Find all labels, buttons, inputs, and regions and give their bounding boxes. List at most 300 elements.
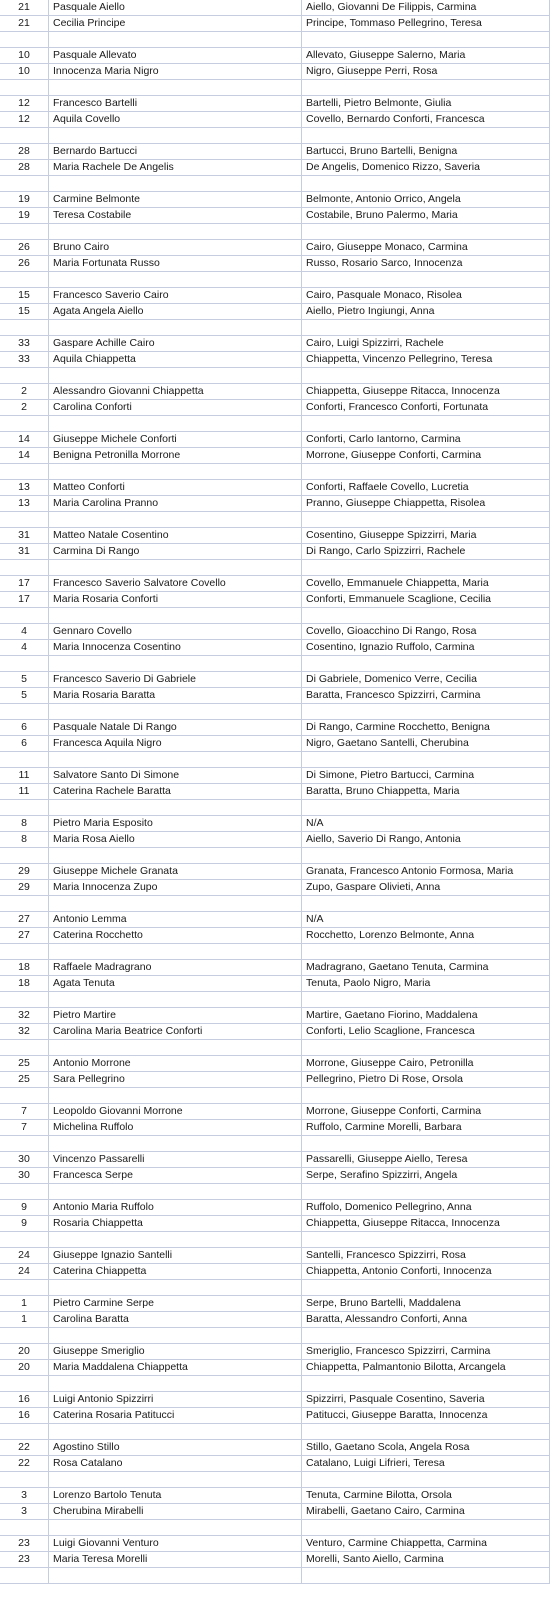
parents-cell[interactable]: Spizzirri, Pasquale Cosentino, Saveria xyxy=(302,1392,550,1407)
couple-number-cell[interactable] xyxy=(0,224,49,239)
parents-cell[interactable]: Chiappetta, Giuseppe Ritacca, Innocenza xyxy=(302,1216,550,1231)
couple-number-cell[interactable] xyxy=(0,176,49,191)
parents-cell[interactable]: Cairo, Luigi Spizzirri, Rachele xyxy=(302,336,550,351)
couple-number-cell[interactable]: 17 xyxy=(0,576,49,591)
parents-cell[interactable]: Aiello, Pietro Ingiungi, Anna xyxy=(302,304,550,319)
couple-number-cell[interactable]: 17 xyxy=(0,592,49,607)
couple-number-cell[interactable]: 24 xyxy=(0,1264,49,1279)
parents-cell[interactable]: Zupo, Gaspare Olivieti, Anna xyxy=(302,880,550,895)
couple-number-cell[interactable]: 10 xyxy=(0,64,49,79)
spouse-name-cell[interactable] xyxy=(49,272,302,287)
spacer-row xyxy=(0,848,550,864)
spouse-name-cell[interactable]: Francesca Aquila Nigro xyxy=(49,736,302,751)
spouse-name-cell[interactable] xyxy=(49,944,302,959)
spouse-name-cell[interactable]: Caterina Rosaria Patitucci xyxy=(49,1408,302,1423)
parents-cell[interactable] xyxy=(302,656,550,671)
spouse-name-cell[interactable]: Francesco Bartelli xyxy=(49,96,302,111)
couple-number-cell[interactable]: 28 xyxy=(0,144,49,159)
parents-cell[interactable]: De Angelis, Domenico Rizzo, Saveria xyxy=(302,160,550,175)
spouse-name-cell[interactable]: Francesco Saverio Di Gabriele xyxy=(49,672,302,687)
parents-cell[interactable] xyxy=(302,1328,550,1343)
spouse-name-cell[interactable]: Caterina Rachele Baratta xyxy=(49,784,302,799)
spouse-name-cell[interactable]: Pietro Martire xyxy=(49,1008,302,1023)
spouse-name-cell[interactable]: Antonio Maria Ruffolo xyxy=(49,1200,302,1215)
spouse-name-cell[interactable]: Pasquale Natale Di Rango xyxy=(49,720,302,735)
couple-number-cell[interactable]: 4 xyxy=(0,640,49,655)
parents-cell[interactable] xyxy=(302,896,550,911)
spouse-name-cell[interactable] xyxy=(49,896,302,911)
spouse-name-cell[interactable]: Alessandro Giovanni Chiappetta xyxy=(49,384,302,399)
spouse-name-cell[interactable] xyxy=(49,704,302,719)
parents-cell[interactable]: Di Gabriele, Domenico Verre, Cecilia xyxy=(302,672,550,687)
couple-number-cell[interactable] xyxy=(0,704,49,719)
couple-number-cell[interactable] xyxy=(0,1568,49,1583)
parents-cell[interactable]: Morrone, Giuseppe Conforti, Carmina xyxy=(302,1104,550,1119)
couple-number-cell[interactable]: 23 xyxy=(0,1552,49,1567)
parents-cell[interactable]: Granata, Francesco Antonio Formosa, Maria xyxy=(302,864,550,879)
couple-number-cell[interactable] xyxy=(0,1472,49,1487)
spouse-name-cell[interactable]: Bernardo Bartucci xyxy=(49,144,302,159)
parents-cell[interactable] xyxy=(302,464,550,479)
spouse-name-cell[interactable]: Rosa Catalano xyxy=(49,1456,302,1471)
couple-number-cell[interactable] xyxy=(0,1520,49,1535)
spouse-name-cell[interactable] xyxy=(49,80,302,95)
spouse-name-cell[interactable]: Antonio Lemma xyxy=(49,912,302,927)
spouse-name-cell[interactable]: Maria Carolina Pranno xyxy=(49,496,302,511)
spouse-name-cell[interactable]: Michelina Ruffolo xyxy=(49,1120,302,1135)
couple-number-cell[interactable] xyxy=(0,1040,49,1055)
couple-number-cell[interactable]: 21 xyxy=(0,16,49,31)
spouse-name-cell[interactable] xyxy=(49,320,302,335)
parents-cell[interactable]: Chiappetta, Antonio Conforti, Innocenza xyxy=(302,1264,550,1279)
couple-number-cell[interactable]: 15 xyxy=(0,288,49,303)
parents-cell[interactable] xyxy=(302,944,550,959)
couple-number-cell[interactable]: 33 xyxy=(0,336,49,351)
spouse-name-cell[interactable] xyxy=(49,1088,302,1103)
couple-number-cell[interactable]: 2 xyxy=(0,384,49,399)
spouse-name-cell[interactable]: Caterina Chiappetta xyxy=(49,1264,302,1279)
parents-cell[interactable]: Smeriglio, Francesco Spizzirri, Carmina xyxy=(302,1344,550,1359)
spouse-name-cell[interactable]: Aquila Covello xyxy=(49,112,302,127)
parents-cell[interactable] xyxy=(302,608,550,623)
parents-cell[interactable]: Cairo, Pasquale Monaco, Risolea xyxy=(302,288,550,303)
table-row xyxy=(0,1296,550,1312)
couple-number-cell[interactable] xyxy=(0,944,49,959)
spouse-name-cell[interactable]: Salvatore Santo Di Simone xyxy=(49,768,302,783)
spouse-name-cell[interactable] xyxy=(49,32,302,47)
parents-cell[interactable]: Santelli, Francesco Spizzirri, Rosa xyxy=(302,1248,550,1263)
couple-number-cell[interactable]: 11 xyxy=(0,768,49,783)
couple-number-cell[interactable]: 26 xyxy=(0,256,49,271)
parents-cell[interactable]: Catalano, Luigi Lifrieri, Teresa xyxy=(302,1456,550,1471)
spouse-name-cell[interactable]: Maria Innocenza Cosentino xyxy=(49,640,302,655)
couple-number-cell[interactable]: 18 xyxy=(0,960,49,975)
parents-cell[interactable] xyxy=(302,848,550,863)
parents-cell[interactable]: Principe, Tommaso Pellegrino, Teresa xyxy=(302,16,550,31)
parents-cell[interactable]: Nigro, Gaetano Santelli, Cherubina xyxy=(302,736,550,751)
couple-number-cell[interactable] xyxy=(0,1376,49,1391)
spouse-name-cell[interactable]: Pietro Carmine Serpe xyxy=(49,1296,302,1311)
parents-cell[interactable] xyxy=(302,32,550,47)
couple-number-cell[interactable] xyxy=(0,1424,49,1439)
spouse-name-cell[interactable]: Antonio Morrone xyxy=(49,1056,302,1071)
parents-cell[interactable]: Nigro, Giuseppe Perri, Rosa xyxy=(302,64,550,79)
spouse-name-cell[interactable] xyxy=(49,1328,302,1343)
spouse-name-cell[interactable] xyxy=(49,464,302,479)
spouse-name-cell[interactable]: Maria Rosa Aiello xyxy=(49,832,302,847)
couple-number-cell[interactable]: 13 xyxy=(0,480,49,495)
couple-number-cell[interactable]: 10 xyxy=(0,48,49,63)
spouse-name-cell[interactable]: Carmina Di Rango xyxy=(49,544,302,559)
spouse-name-cell[interactable]: Luigi Giovanni Venturo xyxy=(49,1536,302,1551)
couple-number-cell[interactable] xyxy=(0,1136,49,1151)
couple-number-cell[interactable] xyxy=(0,272,49,287)
spouse-name-cell[interactable] xyxy=(49,368,302,383)
spouse-name-cell[interactable]: Carolina Conforti xyxy=(49,400,302,415)
spouse-name-cell[interactable]: Innocenza Maria Nigro xyxy=(49,64,302,79)
spouse-name-cell[interactable] xyxy=(49,512,302,527)
parents-cell[interactable]: Martire, Gaetano Fiorino, Maddalena xyxy=(302,1008,550,1023)
parents-cell[interactable] xyxy=(302,1376,550,1391)
parents-cell[interactable] xyxy=(302,1424,550,1439)
parents-cell[interactable]: Bartucci, Bruno Bartelli, Benigna xyxy=(302,144,550,159)
couple-number-cell[interactable]: 3 xyxy=(0,1504,49,1519)
parents-cell[interactable] xyxy=(302,368,550,383)
couple-number-cell[interactable]: 32 xyxy=(0,1024,49,1039)
parents-cell[interactable]: Bartelli, Pietro Belmonte, Giulia xyxy=(302,96,550,111)
couple-number-cell[interactable] xyxy=(0,896,49,911)
parents-cell[interactable]: Rocchetto, Lorenzo Belmonte, Anna xyxy=(302,928,550,943)
parents-cell[interactable]: Tenuta, Paolo Nigro, Maria xyxy=(302,976,550,991)
spouse-name-cell[interactable]: Francesco Saverio Salvatore Covello xyxy=(49,576,302,591)
couple-number-cell[interactable]: 1 xyxy=(0,1312,49,1327)
couple-number-cell[interactable]: 16 xyxy=(0,1408,49,1423)
spouse-name-cell[interactable]: Teresa Costabile xyxy=(49,208,302,223)
couple-number-cell[interactable]: 7 xyxy=(0,1120,49,1135)
parents-cell[interactable] xyxy=(302,752,550,767)
parents-cell[interactable] xyxy=(302,992,550,1007)
parents-cell[interactable]: Belmonte, Antonio Orrico, Angela xyxy=(302,192,550,207)
couple-number-cell[interactable]: 13 xyxy=(0,496,49,511)
parents-cell[interactable]: Morrone, Giuseppe Cairo, Petronilla xyxy=(302,1056,550,1071)
spouse-name-cell[interactable] xyxy=(49,848,302,863)
spouse-name-cell[interactable]: Francesca Serpe xyxy=(49,1168,302,1183)
spouse-name-cell[interactable]: Cherubina Mirabelli xyxy=(49,1504,302,1519)
spouse-name-cell[interactable] xyxy=(49,1520,302,1535)
parents-cell[interactable]: Baratta, Francesco Spizzirri, Carmina xyxy=(302,688,550,703)
spouse-name-cell[interactable]: Giuseppe Michele Granata xyxy=(49,864,302,879)
spouse-name-cell[interactable]: Raffaele Madragrano xyxy=(49,960,302,975)
couple-number-cell[interactable]: 12 xyxy=(0,112,49,127)
spouse-name-cell[interactable]: Rosaria Chiappetta xyxy=(49,1216,302,1231)
spouse-name-cell[interactable]: Carmine Belmonte xyxy=(49,192,302,207)
couple-number-cell[interactable]: 23 xyxy=(0,1536,49,1551)
spouse-name-cell[interactable]: Gennaro Covello xyxy=(49,624,302,639)
spouse-name-cell[interactable]: Francesco Saverio Cairo xyxy=(49,288,302,303)
couple-number-cell[interactable] xyxy=(0,848,49,863)
spouse-name-cell[interactable]: Maria Rosaria Conforti xyxy=(49,592,302,607)
couple-number-cell[interactable]: 14 xyxy=(0,448,49,463)
couple-number-cell[interactable] xyxy=(0,1232,49,1247)
parents-cell[interactable]: N/A xyxy=(302,912,550,927)
spouse-name-cell[interactable]: Vincenzo Passarelli xyxy=(49,1152,302,1167)
parents-cell[interactable]: Passarelli, Giuseppe Aiello, Teresa xyxy=(302,1152,550,1167)
couple-number-cell[interactable] xyxy=(0,992,49,1007)
couple-number-cell[interactable]: 16 xyxy=(0,1392,49,1407)
parents-cell[interactable] xyxy=(302,1040,550,1055)
spouse-name-cell[interactable]: Maria Innocenza Zupo xyxy=(49,880,302,895)
couple-number-cell[interactable]: 11 xyxy=(0,784,49,799)
couple-number-cell[interactable]: 8 xyxy=(0,832,49,847)
parents-cell[interactable] xyxy=(302,1472,550,1487)
parents-cell[interactable] xyxy=(302,128,550,143)
spouse-name-cell[interactable]: Benigna Petronilla Morrone xyxy=(49,448,302,463)
spouse-name-cell[interactable]: Sara Pellegrino xyxy=(49,1072,302,1087)
couple-number-cell[interactable]: 14 xyxy=(0,432,49,447)
spouse-name-cell[interactable] xyxy=(49,224,302,239)
couple-number-cell[interactable]: 19 xyxy=(0,208,49,223)
parents-cell[interactable] xyxy=(302,320,550,335)
parents-cell[interactable] xyxy=(302,704,550,719)
spouse-name-cell[interactable]: Maria Fortunata Russo xyxy=(49,256,302,271)
couple-number-cell[interactable]: 27 xyxy=(0,928,49,943)
spouse-name-cell[interactable]: Agostino Stillo xyxy=(49,1440,302,1455)
parents-cell[interactable]: Serpe, Bruno Bartelli, Maddalena xyxy=(302,1296,550,1311)
couple-number-cell[interactable]: 28 xyxy=(0,160,49,175)
couple-number-cell[interactable]: 5 xyxy=(0,672,49,687)
parents-cell[interactable]: Conforti, Carlo Iantorno, Carmina xyxy=(302,432,550,447)
couple-number-cell[interactable]: 22 xyxy=(0,1440,49,1455)
couple-number-cell[interactable]: 3 xyxy=(0,1488,49,1503)
spouse-name-cell[interactable]: Agata Tenuta xyxy=(49,976,302,991)
spouse-name-cell[interactable] xyxy=(49,1424,302,1439)
couple-number-cell[interactable] xyxy=(0,800,49,815)
spouse-name-cell[interactable]: Bruno Cairo xyxy=(49,240,302,255)
couple-number-cell[interactable] xyxy=(0,656,49,671)
couple-number-cell[interactable]: 29 xyxy=(0,880,49,895)
couple-number-cell[interactable]: 30 xyxy=(0,1168,49,1183)
parents-cell[interactable] xyxy=(302,560,550,575)
spouse-name-cell[interactable]: Giuseppe Ignazio Santelli xyxy=(49,1248,302,1263)
parents-cell[interactable]: Baratta, Bruno Chiappetta, Maria xyxy=(302,784,550,799)
couple-number-cell[interactable]: 31 xyxy=(0,544,49,559)
couple-number-cell[interactable]: 6 xyxy=(0,720,49,735)
spouse-name-cell[interactable]: Maria Teresa Morelli xyxy=(49,1552,302,1567)
parents-cell[interactable]: Chiappetta, Palmantonio Bilotta, Arcangela xyxy=(302,1360,550,1375)
couple-number-cell[interactable]: 5 xyxy=(0,688,49,703)
couple-number-cell[interactable] xyxy=(0,416,49,431)
parents-cell[interactable]: N/A xyxy=(302,816,550,831)
couple-number-cell[interactable]: 30 xyxy=(0,1152,49,1167)
couple-number-cell[interactable]: 31 xyxy=(0,528,49,543)
couple-number-cell[interactable]: 27 xyxy=(0,912,49,927)
spouse-name-cell[interactable]: Luigi Antonio Spizzirri xyxy=(49,1392,302,1407)
couple-number-cell[interactable]: 1 xyxy=(0,1296,49,1311)
spouse-name-cell[interactable] xyxy=(49,1376,302,1391)
parents-cell[interactable]: Cairo, Giuseppe Monaco, Carmina xyxy=(302,240,550,255)
parents-cell[interactable] xyxy=(302,512,550,527)
couple-number-cell[interactable] xyxy=(0,464,49,479)
parents-cell[interactable]: Chiappetta, Vincenzo Pellegrino, Teresa xyxy=(302,352,550,367)
parents-cell[interactable]: Di Rango, Carmine Rocchetto, Benigna xyxy=(302,720,550,735)
couple-number-cell[interactable]: 22 xyxy=(0,1456,49,1471)
parents-cell[interactable]: Morrone, Giuseppe Conforti, Carmina xyxy=(302,448,550,463)
couple-number-cell[interactable]: 2 xyxy=(0,400,49,415)
couple-number-cell[interactable] xyxy=(0,560,49,575)
parents-cell[interactable]: Cosentino, Giuseppe Spizzirri, Maria xyxy=(302,528,550,543)
parents-cell[interactable]: Di Simone, Pietro Bartucci, Carmina xyxy=(302,768,550,783)
couple-number-cell[interactable]: 4 xyxy=(0,624,49,639)
parents-cell[interactable] xyxy=(302,176,550,191)
couple-number-cell[interactable]: 18 xyxy=(0,976,49,991)
spouse-name-cell[interactable] xyxy=(49,1184,302,1199)
spouse-name-cell[interactable] xyxy=(49,1280,302,1295)
spouse-name-cell[interactable] xyxy=(49,128,302,143)
couple-number-cell[interactable]: 25 xyxy=(0,1056,49,1071)
spouse-name-cell[interactable]: Matteo Conforti xyxy=(49,480,302,495)
couple-number-cell[interactable] xyxy=(0,1280,49,1295)
spouse-name-cell[interactable]: Pasquale Allevato xyxy=(49,48,302,63)
parents-cell[interactable]: Covello, Gioacchino Di Rango, Rosa xyxy=(302,624,550,639)
couple-number-cell[interactable]: 32 xyxy=(0,1008,49,1023)
couple-number-cell[interactable]: 9 xyxy=(0,1200,49,1215)
couple-number-cell[interactable]: 7 xyxy=(0,1104,49,1119)
couple-number-cell[interactable]: 24 xyxy=(0,1248,49,1263)
couple-number-cell[interactable]: 29 xyxy=(0,864,49,879)
parents-cell[interactable]: Aiello, Saverio Di Rango, Antonia xyxy=(302,832,550,847)
couple-number-cell[interactable]: 8 xyxy=(0,816,49,831)
spouse-name-cell[interactable] xyxy=(49,1232,302,1247)
parents-cell[interactable]: Morelli, Santo Aiello, Carmina xyxy=(302,1552,550,1567)
parents-cell[interactable]: Russo, Rosario Sarco, Innocenza xyxy=(302,256,550,271)
parents-cell[interactable]: Ruffolo, Domenico Pellegrino, Anna xyxy=(302,1200,550,1215)
couple-number-cell[interactable]: 9 xyxy=(0,1216,49,1231)
spouse-name-cell[interactable]: Leopoldo Giovanni Morrone xyxy=(49,1104,302,1119)
spouse-name-cell[interactable] xyxy=(49,1136,302,1151)
spouse-name-cell[interactable]: Pasquale Aiello xyxy=(49,0,302,15)
couple-number-cell[interactable]: 25 xyxy=(0,1072,49,1087)
parents-cell[interactable]: Covello, Emmanuele Chiappetta, Maria xyxy=(302,576,550,591)
spouse-name-cell[interactable]: Carolina Baratta xyxy=(49,1312,302,1327)
spouse-name-cell[interactable] xyxy=(49,992,302,1007)
spouse-name-cell[interactable]: Cecilia Principe xyxy=(49,16,302,31)
couple-number-cell[interactable] xyxy=(0,128,49,143)
parents-cell[interactable]: Tenuta, Carmine Bilotta, Orsola xyxy=(302,1488,550,1503)
parents-cell[interactable]: Aiello, Giovanni De Filippis, Carmina xyxy=(302,0,550,15)
spouse-name-cell[interactable]: Giuseppe Smeriglio xyxy=(49,1344,302,1359)
parents-cell[interactable]: Conforti, Emmanuele Scaglione, Cecilia xyxy=(302,592,550,607)
parents-cell[interactable]: Ruffolo, Carmine Morelli, Barbara xyxy=(302,1120,550,1135)
parents-cell[interactable] xyxy=(302,1184,550,1199)
couple-number-cell[interactable]: 6 xyxy=(0,736,49,751)
parents-cell[interactable]: Di Rango, Carlo Spizzirri, Rachele xyxy=(302,544,550,559)
couple-number-cell[interactable] xyxy=(0,320,49,335)
spouse-name-cell[interactable]: Agata Angela Aiello xyxy=(49,304,302,319)
parents-cell[interactable] xyxy=(302,1280,550,1295)
parents-cell[interactable]: Patitucci, Giuseppe Baratta, Innocenza xyxy=(302,1408,550,1423)
spouse-name-cell[interactable] xyxy=(49,800,302,815)
spouse-name-cell[interactable] xyxy=(49,560,302,575)
parents-cell[interactable] xyxy=(302,1088,550,1103)
parents-cell[interactable] xyxy=(302,416,550,431)
parents-cell[interactable]: Madragrano, Gaetano Tenuta, Carmina xyxy=(302,960,550,975)
couple-number-cell[interactable]: 20 xyxy=(0,1360,49,1375)
parents-cell[interactable]: Baratta, Alessandro Conforti, Anna xyxy=(302,1312,550,1327)
couple-number-cell[interactable] xyxy=(0,608,49,623)
spouse-name-cell[interactable]: Gaspare Achille Cairo xyxy=(49,336,302,351)
spouse-name-cell[interactable] xyxy=(49,1472,302,1487)
spouse-name-cell[interactable] xyxy=(49,752,302,767)
spouse-name-cell[interactable] xyxy=(49,608,302,623)
couple-number-cell[interactable] xyxy=(0,80,49,95)
spouse-name-cell[interactable]: Maria Rosaria Baratta xyxy=(49,688,302,703)
parents-cell[interactable]: Allevato, Giuseppe Salerno, Maria xyxy=(302,48,550,63)
spouse-name-cell[interactable]: Carolina Maria Beatrice Conforti xyxy=(49,1024,302,1039)
spouse-name-cell[interactable]: Maria Rachele De Angelis xyxy=(49,160,302,175)
couple-number-cell[interactable]: 21 xyxy=(0,0,49,15)
parents-cell[interactable]: Mirabelli, Gaetano Cairo, Carmina xyxy=(302,1504,550,1519)
parents-cell[interactable]: Conforti, Francesco Conforti, Fortunata xyxy=(302,400,550,415)
parents-cell[interactable]: Serpe, Serafino Spizzirri, Angela xyxy=(302,1168,550,1183)
couple-number-cell[interactable]: 19 xyxy=(0,192,49,207)
couple-number-cell[interactable]: 26 xyxy=(0,240,49,255)
couple-number-cell[interactable]: 12 xyxy=(0,96,49,111)
parents-cell[interactable] xyxy=(302,800,550,815)
parents-cell[interactable]: Conforti, Raffaele Covello, Lucretia xyxy=(302,480,550,495)
parents-cell[interactable] xyxy=(302,1136,550,1151)
parents-cell[interactable]: Cosentino, Ignazio Ruffolo, Carmina xyxy=(302,640,550,655)
parents-cell[interactable] xyxy=(302,224,550,239)
parents-cell[interactable]: Conforti, Lelio Scaglione, Francesca xyxy=(302,1024,550,1039)
spouse-name-cell[interactable]: Caterina Rocchetto xyxy=(49,928,302,943)
spouse-name-cell[interactable] xyxy=(49,416,302,431)
parents-cell[interactable]: Stillo, Gaetano Scola, Angela Rosa xyxy=(302,1440,550,1455)
couple-number-cell[interactable] xyxy=(0,1328,49,1343)
parents-cell[interactable]: Chiappetta, Giuseppe Ritacca, Innocenza xyxy=(302,384,550,399)
spouse-name-cell[interactable]: Matteo Natale Cosentino xyxy=(49,528,302,543)
spouse-name-cell[interactable] xyxy=(49,176,302,191)
couple-number-cell[interactable]: 33 xyxy=(0,352,49,367)
parents-cell[interactable] xyxy=(302,80,550,95)
spouse-name-cell[interactable]: Lorenzo Bartolo Tenuta xyxy=(49,1488,302,1503)
spouse-name-cell[interactable] xyxy=(49,1568,302,1583)
couple-number-cell[interactable] xyxy=(0,1088,49,1103)
spouse-name-cell[interactable]: Pietro Maria Esposito xyxy=(49,816,302,831)
couple-number-cell[interactable] xyxy=(0,32,49,47)
spouse-name-cell[interactable] xyxy=(49,656,302,671)
couple-number-cell[interactable] xyxy=(0,752,49,767)
parents-cell[interactable]: Pranno, Giuseppe Chiappetta, Risolea xyxy=(302,496,550,511)
parents-cell[interactable] xyxy=(302,1520,550,1535)
parents-cell[interactable]: Covello, Bernardo Conforti, Francesca xyxy=(302,112,550,127)
parents-cell[interactable] xyxy=(302,1232,550,1247)
table-row xyxy=(0,144,550,160)
spouse-name-cell[interactable] xyxy=(49,1040,302,1055)
parents-cell[interactable]: Pellegrino, Pietro Di Rose, Orsola xyxy=(302,1072,550,1087)
spouse-name-cell[interactable]: Maria Maddalena Chiappetta xyxy=(49,1360,302,1375)
couple-number-cell[interactable] xyxy=(0,1184,49,1199)
parents-cell[interactable]: Venturo, Carmine Chiappetta, Carmina xyxy=(302,1536,550,1551)
spouse-name-cell[interactable]: Aquila Chiappetta xyxy=(49,352,302,367)
couple-number-cell[interactable] xyxy=(0,368,49,383)
couple-number-cell[interactable] xyxy=(0,512,49,527)
parents-cell[interactable] xyxy=(302,1568,550,1583)
parents-cell[interactable]: Costabile, Bruno Palermo, Maria xyxy=(302,208,550,223)
couple-number-cell[interactable]: 20 xyxy=(0,1344,49,1359)
parents-cell[interactable] xyxy=(302,272,550,287)
couple-number-cell[interactable]: 15 xyxy=(0,304,49,319)
spouse-name-cell[interactable]: Giuseppe Michele Conforti xyxy=(49,432,302,447)
